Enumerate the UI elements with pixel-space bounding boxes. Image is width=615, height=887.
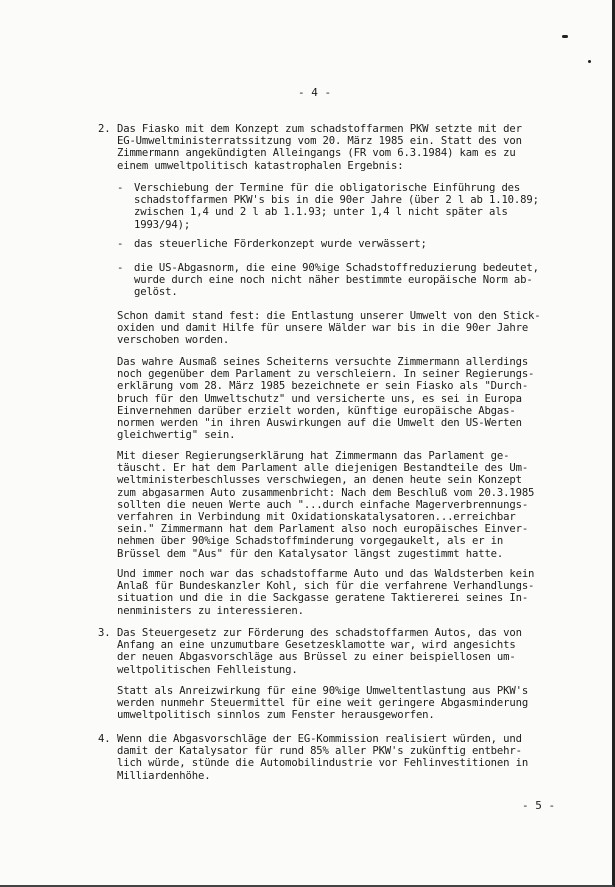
text-line: zum abgasarmen Auto zusammenbricht: Nach dem Beschluß vom 20.3.1985 <box>117 486 535 499</box>
bullet-dash: - <box>117 238 124 250</box>
scan-mark <box>562 35 568 38</box>
text-line: Einvernehmen darüber erzielt worden, künftige europäische Abgas- <box>117 404 516 417</box>
section-4-text <box>117 733 528 782</box>
text-line: wurde durch eine noch nicht näher bestimmte europäische Norm ab- <box>134 274 533 287</box>
text-line: weltministerbeschlusses verschwiegen, an denen heute sein Konzept <box>117 474 522 487</box>
text-line: Schon damit stand fest: die Entlastung unserer Umwelt von den Stick- <box>117 310 541 322</box>
text-line: oxiden und damit Hilfe für unsere Wälder war bis in die 90er Jahre <box>117 322 529 335</box>
text-line: das steuerliche Förderkonzept wurde verwässert; <box>134 238 427 250</box>
section-number: 4. <box>98 733 111 745</box>
text-line: der neuen Abgasvorschläge aus Brüssel zu einer beispiellosen um- <box>117 651 516 664</box>
paragraph <box>117 356 534 441</box>
text-line: damit der Katalysator für rund 85% aller PKW's zukünftig entbehr- <box>117 745 522 758</box>
text-line: sollten die neuen Werte auch "...durch einfache Magerverbrennungs- <box>117 498 529 511</box>
paragraph <box>117 685 528 722</box>
text-line: Zimmermann angekündigten Alleingangs (FR vom 6.3.1984) kam es zu <box>117 147 516 160</box>
text-line: situation und die in die Sackgasse geratene Taktiererei seines In- <box>117 592 529 605</box>
text-line: verschoben worden. <box>117 334 230 347</box>
text-line: werden nunmehr Steuermittel für eine weit geringere Abgasminderung <box>117 697 529 710</box>
section-number: 2. <box>98 123 111 135</box>
next-page-marker: - 5 - <box>522 799 556 812</box>
text-line: Anlaß für Bundeskanzler Kohl, sich für die verfahrene Verhandlungs- <box>117 580 535 593</box>
text-line: EG-Umweltministerratssitzung vom 20. März 1985 ein. Statt des von <box>117 135 522 148</box>
section-3-text <box>117 627 522 676</box>
paragraph <box>117 450 534 560</box>
bullet-item <box>134 238 427 250</box>
text-line: Das Fiasko mit dem Konzept zum schadstoffarmen PKW setzte mit der <box>117 123 522 135</box>
bullet-item <box>134 182 539 231</box>
text-line: Verschiebung der Termine für die obligatorische Einführung des <box>134 182 521 194</box>
text-line: erklärung vom 28. März 1985 bezeichnete er sein Fiasko als "Durch- <box>117 380 529 393</box>
text-line: Statt als Anreizwirkung für eine 90%ige Umweltentlastung aus PKW's <box>117 685 529 697</box>
text-line: umweltpolitisch sinnlos zum Fenster herausgeworfen. <box>117 709 435 722</box>
text-line: zwischen 1,4 und 2 l ab 1.1.93; unter 1,4 l nicht später als <box>134 206 508 219</box>
text-line: bruch für den Umweltschutz" und versicherte uns, es sei in Europa <box>117 392 522 405</box>
bullet-dash: - <box>117 182 124 194</box>
section-number: 3. <box>98 627 111 639</box>
scan-mark <box>588 60 591 63</box>
text-line: Milliardenhöhe. <box>117 769 211 782</box>
text-line: Das wahre Ausmaß seines Scheiterns versuchte Zimmermann allerdings <box>117 356 529 368</box>
bullet-dash: - <box>117 262 124 274</box>
text-line: schadstoffarmen PKW's bis in die 90er Jahre (über 2 l ab 1.10.89; <box>134 194 539 207</box>
text-line: Brüssel dem "Aus" für den Katalysator längst zugestimmt hatte. <box>117 547 504 560</box>
text-line: nehmen über 90%ige Schadstoffminderung vorgegaukelt, als er in <box>117 535 504 548</box>
paragraph <box>117 568 534 617</box>
text-line: gleichwertig" sein. <box>117 429 236 442</box>
text-line: weltpolitischen Fehlleistung. <box>117 663 298 676</box>
text-line: Und immer noch war das schadstoffarme Auto und das Waldsterben kein <box>117 568 535 580</box>
text-line: lich würde, stünde die Automobilindustrie vor Fehlinvestitionen in <box>117 757 529 770</box>
text-line: Wenn die Abgasvorschläge der EG-Kommission realisiert würden, und <box>117 733 522 745</box>
text-line: 1993/94); <box>134 218 191 231</box>
text-line: Mit dieser Regierungserklärung hat Zimmermann das Parlament ge- <box>117 450 510 462</box>
section-2-text <box>117 123 522 172</box>
bullet-item <box>134 262 539 299</box>
text-line: Anfang an eine unzumutbare Gesetzesklamotte war, wird angesichts <box>117 639 516 652</box>
text-line: verfahren in Verbindung mit Oxidationskatalysatoren...erreichbar <box>117 511 516 524</box>
text-line: einem umweltpolitisch katastrophalen Ergebnis: <box>117 159 404 172</box>
text-line: normen werden "in ihren Auswirkungen auf die Umwelt den US-Werten <box>117 417 522 430</box>
text-line: täuscht. Er hat dem Parlament alle diejenigen Bestandteile des Um- <box>117 462 529 475</box>
text-line: Das Steuergesetz zur Förderung des schadstoffarmen Autos, das von <box>117 627 522 639</box>
text-line: noch gegenüber dem Parlament zu verschleiern. In seiner Regierungs- <box>117 368 535 381</box>
text-line: die US-Abgasnorm, die eine 90%ige Schadstoffreduzierung bedeutet, <box>134 262 539 274</box>
text-line: sein." Zimmermann hat dem Parlament also noch europäisches Einver- <box>117 523 529 536</box>
paragraph <box>117 310 541 347</box>
text-line: gelöst. <box>134 286 178 299</box>
text-line: nenministers zu interessieren. <box>117 604 304 617</box>
page-number-header: - 4 - <box>298 86 332 99</box>
